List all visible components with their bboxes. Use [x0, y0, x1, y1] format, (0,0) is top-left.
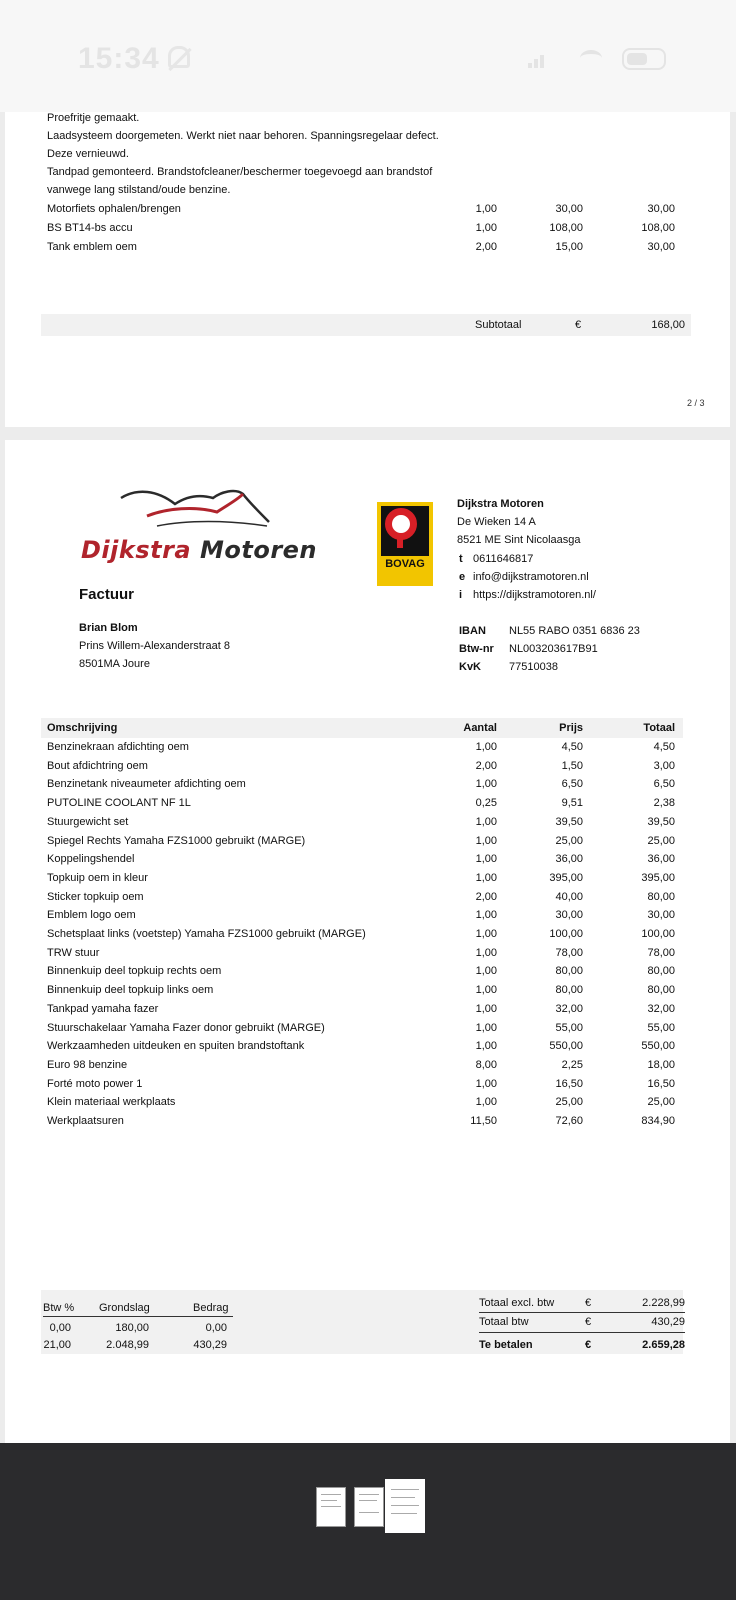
line-item-price: 25,00	[555, 834, 583, 847]
line-item-desc: Benzinetank niveaumeter afdichting oem	[47, 778, 246, 791]
line-item-total: 550,00	[641, 1040, 675, 1053]
line-item-total: 2,38	[653, 797, 675, 810]
vat-header-amount: Bedrag	[193, 1302, 229, 1314]
table-header-band	[41, 718, 683, 738]
line-item-price: 1,50	[561, 759, 583, 772]
line-item-total: 78,00	[647, 946, 675, 959]
subtotal-value: 168,00	[651, 319, 685, 331]
line-item-qty: 1,00	[475, 203, 497, 215]
line-item-qty: 1,00	[475, 815, 497, 828]
logo-word-2: Motoren	[199, 536, 318, 564]
line-item-price: 39,50	[555, 815, 583, 828]
note-line: Laadsysteem doorgemeten. Werkt niet naar behoren. Spanningsregelaar defect.	[47, 130, 439, 142]
line-item-qty: 1,00	[475, 965, 497, 978]
status-time: 15:34	[78, 42, 160, 75]
line-item-price: 395,00	[549, 871, 583, 884]
vat-amount: 0,00	[205, 1322, 227, 1334]
line-item-desc: Binnenkuip deel topkuip links oem	[47, 984, 214, 997]
line-item-total: 36,00	[647, 853, 675, 866]
line-item-price: 32,00	[555, 1002, 583, 1015]
subtotal-label: Subtotaal	[475, 319, 522, 331]
line-item-desc: Motorfiets ophalen/brengen	[47, 203, 181, 215]
line-item-desc: Klein materiaal werkplaats	[47, 1096, 176, 1109]
iban-value: NL55 RABO 0351 6836 23	[509, 625, 640, 637]
line-item-desc: Bout afdichtring oem	[47, 759, 148, 772]
invoice-page-3	[5, 440, 730, 1468]
vat-amount: 430,29	[193, 1339, 227, 1351]
company-logo	[81, 536, 317, 564]
line-item-qty: 1,00	[475, 222, 497, 234]
motorcycle-logo-icon	[117, 486, 277, 532]
line-item-desc: Sticker topkuip oem	[47, 890, 144, 903]
line-item-price: 40,00	[555, 890, 583, 903]
line-item-desc: TRW stuur	[47, 946, 100, 959]
line-item-total: 834,90	[641, 1115, 675, 1127]
line-item-qty: 1,00	[475, 928, 497, 940]
line-item-total: 30,00	[647, 909, 675, 922]
line-item-total: 4,50	[653, 741, 675, 753]
line-item-qty: 1,00	[475, 741, 497, 753]
line-item-qty: 1,00	[475, 1021, 497, 1034]
line-item-price: 4,50	[561, 741, 583, 753]
company-phone: 0611646817	[473, 553, 534, 565]
line-item-qty: 1,00	[475, 1096, 497, 1109]
line-item-total: 16,50	[647, 1077, 675, 1090]
line-item-total: 100,00	[641, 928, 675, 940]
total-excl-label: Totaal excl. btw	[479, 1297, 555, 1309]
kvk-value: 77510038	[509, 661, 558, 673]
company-website: https://dijkstramotoren.nl/	[473, 589, 596, 601]
line-item-price: 78,00	[555, 946, 583, 959]
line-item-price: 36,00	[555, 853, 583, 866]
line-item-price: 55,00	[555, 1021, 583, 1034]
line-item-qty: 2,00	[475, 759, 497, 772]
line-item-total: 30,00	[647, 203, 675, 215]
line-item-price: 30,00	[555, 909, 583, 922]
line-item-total: 80,00	[647, 984, 675, 997]
web-label: i	[459, 589, 463, 601]
line-item-qty: 2,00	[475, 890, 497, 903]
line-item-price: 80,00	[555, 984, 583, 997]
line-item-qty: 2,00	[475, 241, 497, 253]
page-thumbnail-3-current[interactable]	[385, 1479, 425, 1533]
customer-street: Prins Willem-Alexanderstraat 8	[79, 640, 230, 652]
line-item-price: 25,00	[555, 1096, 583, 1109]
line-item-qty: 1,00	[475, 1077, 497, 1090]
document-title: Factuur	[79, 586, 135, 603]
iban-label: IBAN	[459, 625, 486, 637]
page-number: 2 / 3	[687, 398, 705, 408]
line-item-desc: Tankpad yamaha fazer	[47, 1002, 159, 1015]
company-name: Dijkstra Motoren	[457, 498, 544, 510]
bovag-label: BOVAG	[385, 558, 425, 570]
customer-name: Brian Blom	[79, 622, 138, 634]
total-excl-value: 2.228,99	[642, 1297, 685, 1309]
vat-header-base: Grondslag	[99, 1302, 150, 1314]
line-item-price: 9,51	[561, 797, 583, 810]
line-item-total: 6,50	[653, 778, 675, 791]
line-item-qty: 1,00	[475, 778, 497, 791]
bell-muted-icon	[168, 46, 190, 68]
invoice-page-2	[5, 112, 730, 427]
total-pay-value: 2.659,28	[642, 1339, 685, 1351]
line-item-qty: 1,00	[475, 1040, 497, 1053]
line-item-desc: Koppelingshendel	[47, 853, 135, 866]
wifi-icon	[580, 50, 602, 66]
line-item-desc: PUTOLINE COOLANT NF 1L	[47, 797, 191, 810]
logo-word-1: Dijkstra	[81, 536, 192, 564]
header-price: Prijs	[559, 722, 583, 734]
status-bar	[0, 0, 736, 112]
page-thumbnail-2[interactable]	[354, 1487, 384, 1527]
btw-label: Btw-nr	[459, 643, 494, 655]
total-btw-label: Totaal btw	[479, 1316, 529, 1328]
bovag-logo	[377, 502, 433, 586]
vat-divider	[43, 1316, 233, 1317]
total-btw-value: 430,29	[651, 1316, 685, 1328]
vat-rate: 21,00	[43, 1339, 71, 1351]
line-item-desc: Emblem logo oem	[47, 909, 136, 922]
line-item-qty: 1,00	[475, 834, 497, 847]
line-item-qty: 1,00	[475, 909, 497, 922]
line-item-qty: 8,00	[475, 1058, 497, 1071]
company-email: info@dijkstramotoren.nl	[473, 571, 589, 583]
subtotal-currency: €	[575, 319, 582, 331]
line-item-total: 80,00	[647, 965, 675, 978]
email-label: e	[459, 571, 466, 583]
kvk-label: KvK	[459, 661, 482, 673]
vat-header-rate: Btw %	[43, 1302, 75, 1314]
line-item-price: 15,00	[555, 241, 583, 253]
header-quantity: Aantal	[463, 722, 497, 734]
line-item-desc: Tank emblem oem	[47, 241, 137, 253]
line-item-desc: Benzinekraan afdichting oem	[47, 741, 189, 753]
note-line: vanwege lang stilstand/oude benzine.	[47, 184, 231, 196]
total-excl-currency: €	[585, 1297, 592, 1309]
line-item-desc: Werkplaatsuren	[47, 1115, 124, 1127]
line-item-desc: Topkuip oem in kleur	[47, 871, 148, 884]
line-item-total: 30,00	[647, 241, 675, 253]
note-line: Proefritje gemaakt.	[47, 112, 140, 124]
line-item-qty: 1,00	[475, 946, 497, 959]
line-item-qty: 1,00	[475, 871, 497, 884]
battery-icon	[622, 48, 666, 70]
line-item-qty: 11,50	[470, 1115, 497, 1127]
line-item-desc: Binnenkuip deel topkuip rechts oem	[47, 965, 222, 978]
line-item-total: 80,00	[647, 890, 675, 903]
line-item-desc: Euro 98 benzine	[47, 1058, 128, 1071]
signal-icon	[528, 52, 546, 68]
phone-label: t	[459, 553, 463, 565]
line-item-qty: 1,00	[475, 984, 497, 997]
line-item-total: 3,00	[653, 759, 675, 772]
note-line: Tandpad gemonteerd. Brandstofcleaner/beschermer toegevoegd aan brandstof	[47, 166, 433, 178]
line-item-price: 30,00	[555, 203, 583, 215]
line-item-total: 25,00	[647, 1096, 675, 1109]
header-total: Totaal	[643, 722, 675, 734]
company-street: De Wieken 14 A	[457, 516, 536, 528]
line-item-total: 18,00	[647, 1058, 675, 1071]
line-item-qty: 1,00	[475, 1002, 497, 1015]
line-item-total: 39,50	[647, 815, 675, 828]
line-item-desc: Schetsplaat links (voetstep) Yamaha FZS1000 gebruikt (MARGE)	[47, 928, 366, 940]
line-item-desc: Werkzaamheden uitdeuken en spuiten brandstoftank	[47, 1040, 305, 1053]
totals-divider	[479, 1312, 685, 1313]
note-line: Deze vernieuwd.	[47, 148, 129, 160]
line-item-desc: Stuurschakelaar Yamaha Fazer donor gebruikt (MARGE)	[47, 1021, 325, 1034]
customer-city: 8501MA Joure	[79, 658, 150, 670]
vat-rate: 0,00	[49, 1322, 71, 1334]
line-item-price: 6,50	[561, 778, 583, 791]
total-btw-currency: €	[585, 1316, 592, 1328]
line-item-price: 108,00	[549, 222, 583, 234]
total-pay-label: Te betalen	[479, 1339, 533, 1351]
line-item-price: 100,00	[549, 928, 583, 940]
vat-base: 2.048,99	[106, 1339, 149, 1351]
line-item-qty: 1,00	[475, 853, 497, 866]
line-item-desc: Forté moto power 1	[47, 1077, 143, 1090]
line-item-qty: 0,25	[475, 797, 497, 810]
totals-divider	[479, 1332, 685, 1333]
page-thumbnail-1[interactable]	[316, 1487, 346, 1527]
total-pay-currency: €	[585, 1339, 592, 1351]
header-description: Omschrijving	[47, 722, 118, 734]
subtotal-band	[41, 314, 691, 336]
line-item-total: 108,00	[641, 222, 675, 234]
line-item-price: 2,25	[561, 1058, 583, 1071]
line-item-desc: Spiegel Rechts Yamaha FZS1000 gebruikt (MARGE)	[47, 834, 306, 847]
vat-base: 180,00	[115, 1322, 149, 1334]
page-thumbnail-bar	[0, 1443, 736, 1600]
line-item-price: 80,00	[555, 965, 583, 978]
line-item-total: 32,00	[647, 1002, 675, 1015]
line-item-desc: Stuurgewicht set	[47, 815, 129, 828]
line-item-price: 72,60	[555, 1115, 583, 1127]
line-item-desc: BS BT14-bs accu	[47, 222, 133, 234]
line-item-total: 55,00	[647, 1021, 675, 1034]
company-city: 8521 ME Sint Nicolaasga	[457, 534, 581, 546]
line-item-price: 16,50	[555, 1077, 583, 1090]
line-item-total: 395,00	[641, 871, 675, 884]
line-item-price: 550,00	[549, 1040, 583, 1053]
line-item-total: 25,00	[647, 834, 675, 847]
btw-value: NL003203617B91	[509, 643, 598, 655]
